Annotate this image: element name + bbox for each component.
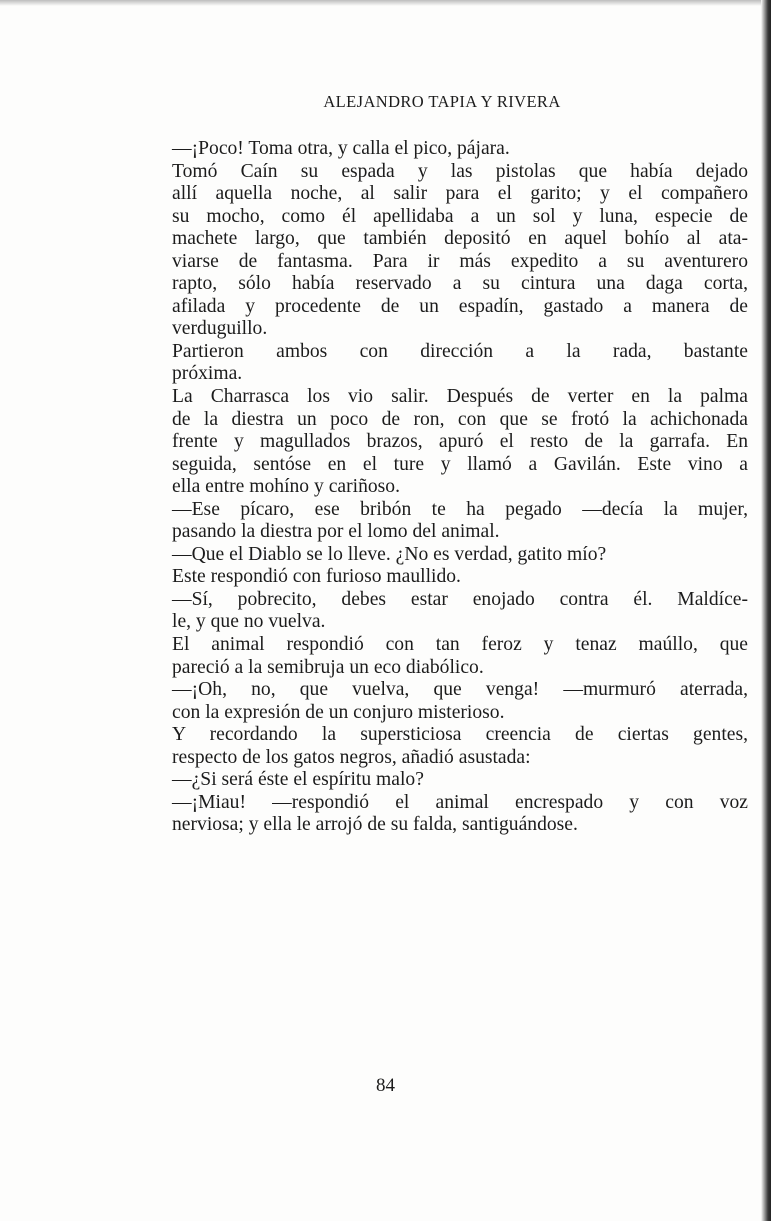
text-line: seguida, sentóse en el ture y llamó a Gavilán. Este vino a [172,453,748,475]
text-line: frente y magullados brazos, apuró el resto de la garrafa. En [172,431,748,453]
text-line: —Ese pícaro, ese bribón te ha pegado —decía la mujer, [172,498,748,520]
text-line: —¡Oh, no, que vuelva, que venga! —murmuró aterrada, [172,679,748,701]
text-line: su mocho, como él apellidaba a un sol y luna, especie de [172,205,748,227]
text-line: respecto de los gatos negros, añadió asustada: [172,746,531,768]
paragraph [136,138,748,161]
text-line: allí aquella noche, al salir para el garito; y el compañero [172,183,748,205]
page-number: 84 [376,1075,395,1096]
paragraph [136,341,748,386]
paragraph [136,679,748,724]
page-binding-edge [761,0,771,1221]
body-text [136,138,748,837]
paragraph [136,589,748,634]
text-line: Este respondió con furioso maullido. [172,566,461,588]
paragraph [136,161,748,341]
page-top-edge [0,0,771,6]
text-line: rapto, sólo había reservado a su cintura una daga corta, [172,273,748,295]
paragraph [136,499,748,544]
text-line: —Sí, pobrecito, debes estar enojado contra él. Maldíce- [172,588,748,610]
text-line: le, y que no vuelva. [172,611,326,633]
text-line: Tomó Caín su espada y las pistolas que había dejado [172,160,748,182]
text-line: Partieron ambos con dirección a la rada, bastante [172,340,748,362]
text-line: con la expresión de un conjuro misterioso. [172,701,505,723]
text-line: La Charrasca los vio salir. Después de verter en la palma [172,386,748,408]
text-line: Y recordando la supersticiosa creencia de ciertas gentes, [172,724,748,746]
text-line: de la diestra un poco de ron, con que se frotó la achichonada [172,408,748,430]
paragraph [136,566,748,589]
text-line: —¡Poco! Toma otra, y calla el pico, pájara. [172,138,510,159]
text-line: —¿Si será éste el espíritu malo? [172,769,424,791]
paragraph [136,724,748,769]
paragraph [136,769,748,792]
paragraph [136,792,748,837]
text-line: viarse de fantasma. Para ir más expedito a su aventurero [172,250,748,272]
paragraph [136,544,748,567]
paragraph [136,634,748,679]
text-line: ella entre mohíno y cariñoso. [172,476,400,498]
paragraph [136,386,748,499]
text-line: próxima. [172,363,243,385]
text-line: —¡Miau! —respondió el animal encrespado y con voz [172,791,748,813]
text-line: pasando la diestra por el lomo del animal. [172,521,500,543]
text-line: El animal respondió con tan feroz y tenaz maúllo, que [172,634,748,656]
text-line: —Que el Diablo se lo lleve. ¿No es verdad, gatito mío? [172,543,607,565]
text-line: machete largo, que también depositó en aquel bohío al ata- [172,228,748,250]
text-line: nerviosa; y ella le arrojó de su falda, santiguándose. [172,814,578,836]
text-line: afilada y procedente de un espadín, gastado a manera de [172,295,748,317]
running-head: ALEJANDRO TAPIA Y RIVERA [323,92,561,111]
text-line: verduguillo. [172,318,268,340]
text-line: pareció a la semibruja un eco diabólico. [172,656,484,678]
